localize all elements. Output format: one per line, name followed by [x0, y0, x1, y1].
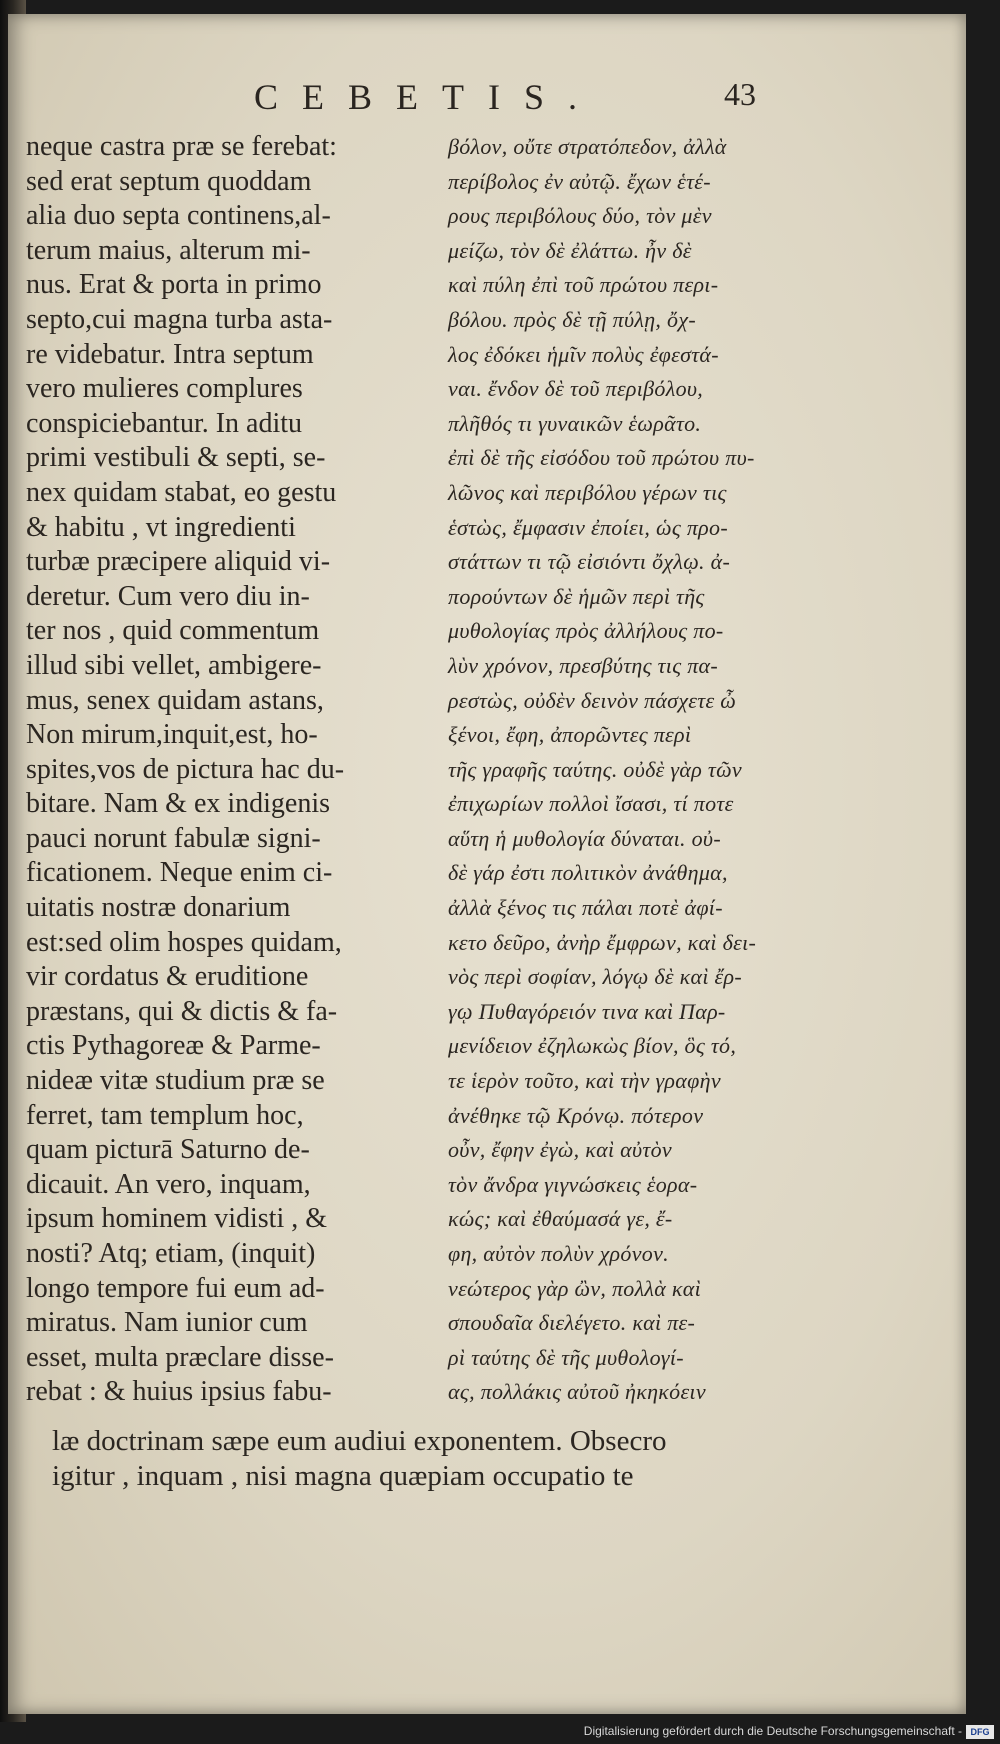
- greek-text-line: ρεστὼς, οὐδὲν δεινὸν πάσχετε ὦ: [448, 687, 737, 713]
- greek-text-line: ἀνέθηκε τῷ Κρόνῳ. πότερον: [448, 1102, 704, 1128]
- latin-text-line: bitare. Nam & ex indigenis: [26, 788, 331, 820]
- greek-text-line: ἐπὶ δὲ τῆς εἰσόδου τοῦ πρώτου πυ-: [448, 445, 755, 471]
- full-width-text: [52, 1424, 832, 1493]
- full-width-text-line: læ doctrinam sæpe eum audiui exponentem. Obsecro: [52, 1425, 667, 1457]
- greek-text-line: λῶνος καὶ περιβόλου γέρων τις: [448, 479, 727, 505]
- latin-text-line: vero mulieres complures: [26, 373, 303, 405]
- latin-text-line: Non mirum,inquit,est, ho-: [26, 719, 318, 751]
- latin-text-line: alia duo septa continens,al-: [26, 200, 331, 232]
- greek-text-line: πλῆθός τι γυναικῶν ἑωρᾶτο.: [448, 410, 702, 436]
- greek-text-line: ας, πολλάκις αὐτοῦ ἠκηκόειν: [448, 1379, 706, 1405]
- latin-text-line: ipsum hominem vidisti , &: [26, 1203, 328, 1235]
- latin-text-line: nosti? Atq; etiam, (inquit): [26, 1238, 316, 1269]
- greek-text-line: κετο δεῦρο, ἀνὴρ ἔμφρων, καὶ δει-: [448, 929, 757, 955]
- greek-text-line: ἑστὼς, ἔμφασιν ἐποίει, ὡς προ-: [448, 514, 728, 540]
- latin-text-line: longo tempore fui eum ad-: [26, 1272, 325, 1304]
- greek-text-line: σπουδαῖα διελέγετο. καὶ πε-: [448, 1310, 696, 1336]
- greek-text-line: αὕτη ἡ μυθολογία δύναται. οὐ-: [448, 825, 721, 851]
- latin-text-line: esset, multa præclare disse-: [26, 1341, 334, 1373]
- running-title: CEBETIS.: [254, 77, 602, 117]
- greek-text-line: γῳ Πυθαγόρειόν τινα καὶ Παρ-: [448, 998, 726, 1024]
- latin-text-line: primi vestibuli & septi, se-: [26, 442, 326, 474]
- greek-text-line: πορούντων δὲ ἡμῶν περὶ τῆς: [448, 583, 705, 609]
- dfg-logo: DFG: [966, 1725, 994, 1739]
- footer-credit: Digitalisierung gefördert durch die Deutsche Forschungsgemeinschaft -: [583, 1724, 962, 1738]
- greek-text-line: ἐπιχωρίων πολλοὶ ἴσασι, τί ποτε: [448, 791, 734, 817]
- full-width-text-line: igitur , inquam , nisi magna quæpiam occupatio te: [52, 1459, 634, 1492]
- latin-text-line: nex quidam stabat, eo gestu: [26, 476, 337, 508]
- greek-text-line: τὸν ἄνδρα γιγνώσκεις ἑορα-: [448, 1171, 698, 1197]
- greek-text-line: μείζω, τὸν δὲ ἐλάττω. ἦν δὲ: [448, 237, 692, 263]
- latin-text-line: est:sed olim hospes quidam,: [26, 926, 342, 958]
- latin-text-line: miratus. Nam iunior cum: [26, 1307, 308, 1339]
- latin-text-line: ter nos , quid commentum: [26, 615, 320, 647]
- greek-text-line: κώς; καὶ ἐθαύμασά γε, ἔ-: [448, 1206, 673, 1232]
- greek-text-line: ρους περιβόλους δύο, τὸν μὲν: [448, 203, 712, 229]
- greek-text-line: τῆς γραφῆς ταύτης. οὐδὲ γὰρ τῶν: [448, 756, 742, 782]
- latin-text-line: re videbatur. Intra septum: [26, 338, 314, 370]
- latin-text-line: nideæ vitæ studium præ se: [26, 1065, 325, 1097]
- latin-text-line: quam picturā Saturno de-: [26, 1134, 310, 1166]
- greek-text-line: καὶ πύλη ἐπὶ τοῦ πρώτου περι-: [448, 272, 719, 298]
- latin-text-line: septo,cui magna turba asta-: [26, 303, 333, 335]
- latin-text-line: ficationem. Neque enim ci-: [26, 857, 333, 889]
- latin-text-line: pauci norunt fabulæ signi-: [26, 822, 321, 854]
- greek-text-line: τε ἱερὸν τοῦτο, καὶ τὴν γραφὴν: [448, 1068, 721, 1094]
- latin-text-line: conspiciebantur. In aditu: [26, 407, 303, 439]
- latin-text-line: neque castra præ se ferebat:: [26, 131, 337, 162]
- greek-text-line: νεώτερος γὰρ ὢν, πολλὰ καὶ: [448, 1275, 702, 1301]
- greek-text-line: βόλου. πρὸς δὲ τῇ πύλῃ, ὄχ-: [448, 306, 696, 332]
- latin-text-line: rebat : & huius ipsius fabu-: [26, 1376, 332, 1408]
- latin-text-line: deretur. Cum vero diu in-: [26, 580, 310, 612]
- latin-text-line: & habitu , vt ingredienti: [26, 511, 296, 543]
- latin-text-line: illud sibi vellet, ambigere-: [26, 649, 322, 681]
- greek-text-line: ρὶ ταύτης δὲ τῆς μυθολογί-: [448, 1344, 684, 1370]
- greek-text-line: στάττων τι τῷ εἰσιόντι ὄχλῳ. ἀ-: [448, 549, 731, 575]
- latin-text-line: turbæ præcipere aliquid vi-: [26, 546, 331, 578]
- greek-text-line: λος ἐδόκει ἡμῖν πολὺς ἐφεστά-: [448, 341, 719, 367]
- greek-text-line: λὺν χρόνον, πρεσβύτης τις πα-: [448, 652, 719, 678]
- greek-column: [448, 130, 826, 1410]
- greek-text-line: νὸς περὶ σοφίαν, λόγῳ δὲ καὶ ἔρ-: [448, 964, 742, 990]
- greek-text-line: δὲ γάρ ἐστι πολιτικὸν ἀνάθημα,: [448, 860, 728, 886]
- greek-text-line: ἀλλὰ ξένος τις πάλαι ποτὲ ἀφί-: [448, 895, 723, 921]
- greek-text-line: φη, αὐτὸν πολὺν χρόνον.: [448, 1241, 669, 1266]
- book-page: [8, 14, 966, 1714]
- page-header: [8, 76, 966, 124]
- greek-text-line: περίβολος ἐν αὐτῷ. ἔχων ἑτέ-: [448, 168, 711, 194]
- latin-text-line: sed erat septum quoddam: [26, 165, 312, 197]
- latin-text-line: dicauit. An vero, inquam,: [26, 1168, 311, 1200]
- latin-text-line: spites,vos de pictura hac du-: [26, 753, 345, 785]
- latin-text-line: ctis Pythagoreæ & Parme-: [26, 1030, 321, 1062]
- latin-column: [26, 130, 428, 1410]
- greek-text-line: ναι. ἔνδον δὲ τοῦ περιβόλου,: [448, 376, 704, 402]
- greek-text-line: βόλον, οὔτε στρατόπεδον, ἀλλὰ: [448, 134, 727, 159]
- greek-text-line: μυθολογίας πρὸς ἀλλήλους πο-: [448, 618, 724, 644]
- latin-text-line: mus, senex quidam astans,: [26, 684, 324, 716]
- greek-text-line: οὖν, ἔφην ἐγὼ, καὶ αὐτὸν: [448, 1137, 672, 1163]
- greek-text-line: μενίδειον ἐζηλωκὼς βίον, ὃς τό,: [448, 1033, 737, 1059]
- latin-text-line: præstans, qui & dictis & fa-: [26, 995, 338, 1027]
- latin-text-line: terum maius, alterum mi-: [26, 234, 311, 266]
- latin-text-line: ferret, tam templum hoc,: [26, 1099, 304, 1131]
- page-number: 43: [724, 76, 756, 112]
- greek-text-line: ξένοι, ἔφη, ἀπορῶντες περὶ: [448, 722, 692, 748]
- latin-text-line: nus. Erat & porta in primo: [26, 269, 322, 301]
- latin-text-line: uitatis nostræ donarium: [26, 892, 291, 924]
- latin-text-line: vir cordatus & eruditione: [26, 961, 309, 993]
- digitization-footer: [0, 1722, 1000, 1744]
